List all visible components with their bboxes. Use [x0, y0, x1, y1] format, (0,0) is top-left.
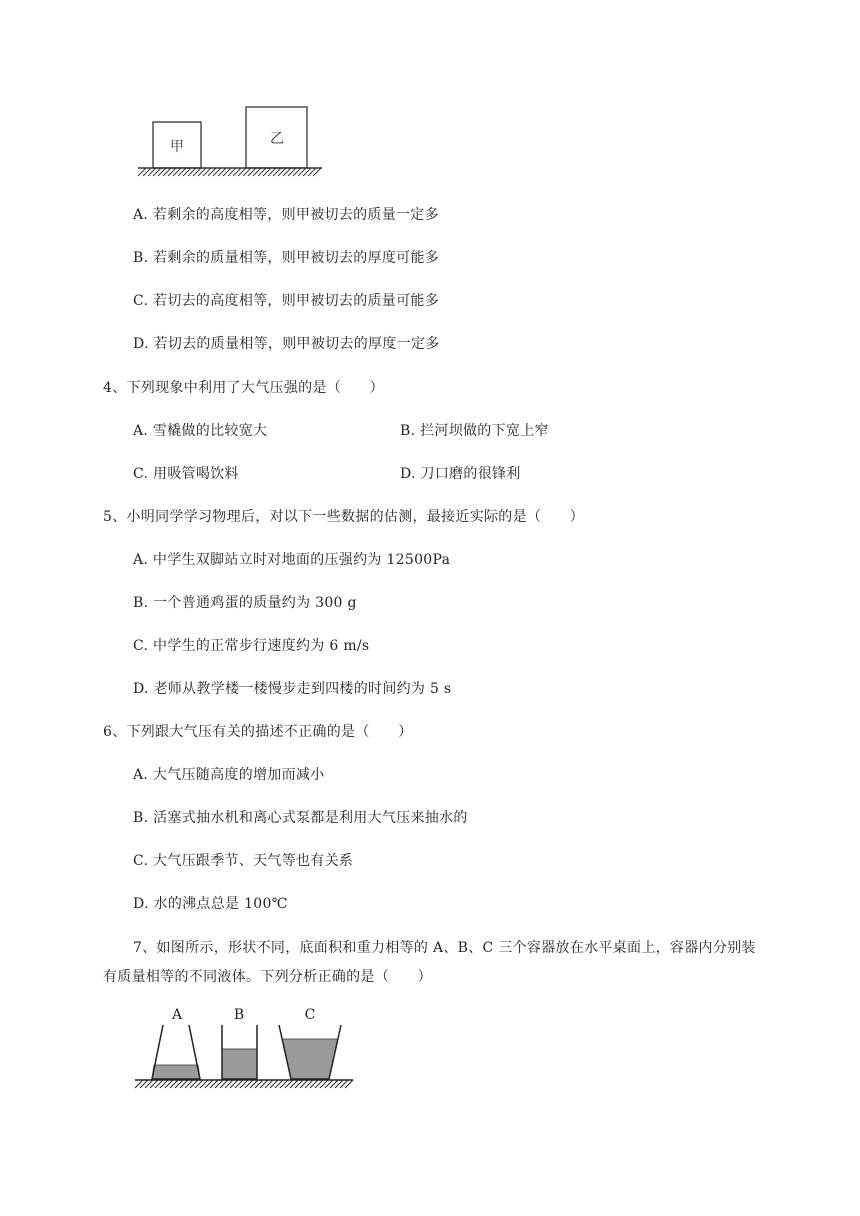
- q5-option-d[interactable]: D. 老师从教学楼一楼慢步走到四楼的时间约为 5 s: [133, 681, 452, 697]
- q4-option-d[interactable]: D. 刀口磨的很锋利: [400, 466, 521, 482]
- q5-option-b[interactable]: B. 一个普通鸡蛋的质量约为 300 g: [133, 595, 357, 611]
- q3-option-b[interactable]: B. 若剩余的质量相等，则甲被切去的厚度可能多: [133, 250, 440, 266]
- q7-stem-line2: 有质量相等的不同液体。下列分析正确的是（ ）: [103, 969, 432, 985]
- q7-stem-line1: 7、如图所示，形状不同，底面积和重力相等的 A、B、C 三个容器放在水平桌面上，容器内分别装: [133, 940, 756, 956]
- q4-option-c[interactable]: C. 用吸管喝饮料: [133, 466, 239, 482]
- q6-stem: 6、下列跟大气压有关的描述不正确的是（ ）: [103, 724, 413, 740]
- block-jia-label: 甲: [170, 139, 184, 155]
- blocks-figure: [136, 100, 326, 184]
- q6-option-c[interactable]: C. 大气压跟季节、天气等也有关系: [133, 853, 354, 869]
- q4-option-b[interactable]: B. 拦河坝做的下宽上窄: [400, 423, 549, 439]
- q6-option-b[interactable]: B. 活塞式抽水机和离心式泵都是利用大气压来抽水的: [133, 810, 468, 826]
- q3-option-a[interactable]: A. 若剩余的高度相等，则甲被切去的质量一定多: [133, 207, 439, 223]
- table-hatching: [135, 1080, 353, 1088]
- q5-option-c[interactable]: C. 中学生的正常步行速度约为 6 m/s: [133, 638, 370, 654]
- containers-figure: [133, 1005, 363, 1095]
- block-yi-label: 乙: [270, 131, 284, 147]
- q3-option-d[interactable]: D. 若切去的质量相等，则甲被切去的厚度一定多: [133, 336, 440, 352]
- container-b-label: B: [233, 1007, 245, 1023]
- q6-option-a[interactable]: A. 大气压随高度的增加而减小: [133, 767, 325, 783]
- q5-option-a[interactable]: A. 中学生双脚站立时对地面的压强约为 12500Pa: [133, 552, 451, 568]
- ground-hatching: [138, 168, 321, 176]
- q4-stem: 4、下列现象中利用了大气压强的是（ ）: [103, 380, 384, 396]
- q3-option-c[interactable]: C. 若切去的高度相等，则甲被切去的质量可能多: [133, 293, 440, 309]
- q5-stem: 5、小明同学学习物理后，对以下一些数据的估测，最接近实际的是（ ）: [103, 509, 585, 525]
- q6-option-d[interactable]: D. 水的沸点总是 100℃: [133, 896, 288, 912]
- container-c-label: C: [304, 1007, 316, 1023]
- container-b-liquid: [222, 1049, 257, 1079]
- container-a-label: A: [171, 1007, 183, 1023]
- container-a-liquid: [152, 1065, 200, 1079]
- q4-option-a[interactable]: A. 雪橇做的比较宽大: [133, 423, 268, 439]
